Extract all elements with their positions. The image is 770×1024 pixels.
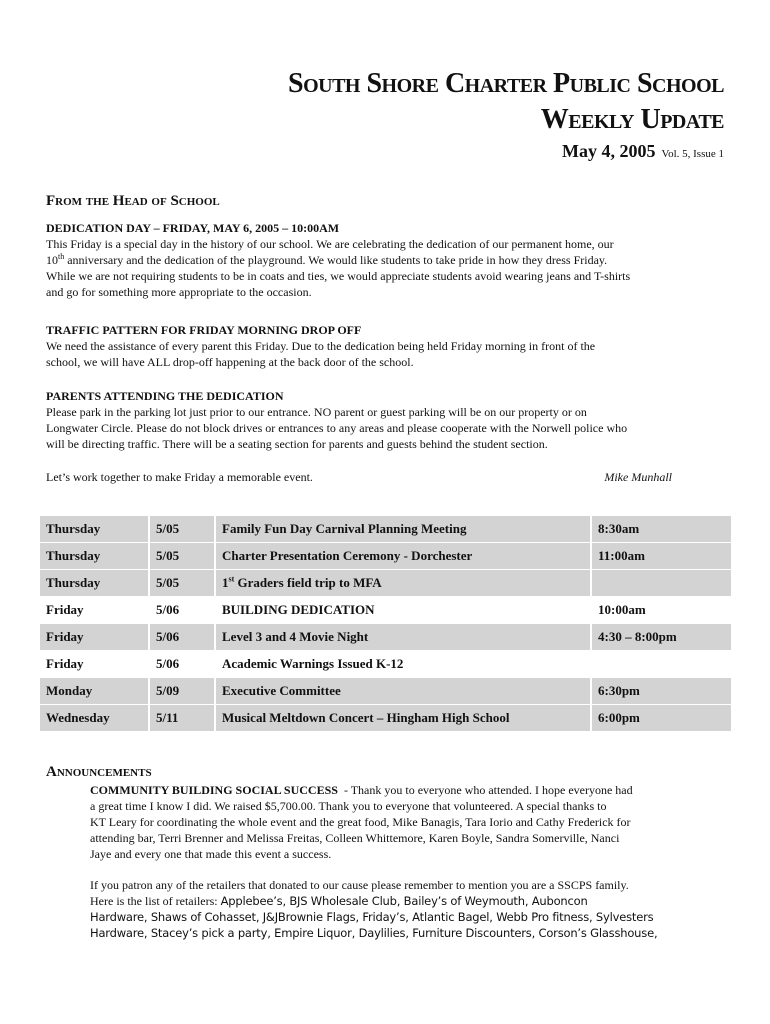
event-name-text: Family Fun Day Carnival Planning Meeting (222, 521, 467, 536)
dedication-heading: DEDICATION DAY – FRIDAY, MAY 6, 2005 – 10:00AM (46, 221, 340, 235)
event-name (214, 516, 590, 542)
ordinal-suffix: th (58, 252, 65, 261)
event-row (40, 678, 731, 704)
dedication-line: This Friday is a special day in the history of our school. We are celebrating the dedication of our permanent home, our (46, 237, 614, 251)
announcement-line: attending bar, Terri Brenner and Melissa Freitas, Colleen Whittemore, Karen Boyle, Sandra Somerville, Nanci (90, 831, 620, 845)
event-name-text: 1 (222, 575, 229, 590)
parents-line: Longwater Circle. Please do not block drives or entrances to any areas and please cooperate with the Norwell police who (46, 421, 628, 435)
announcement-text: - Thank you to everyone who attended. I hope everyone had (337, 783, 633, 797)
retailers-intro: Here is the list of retailers: (90, 894, 221, 908)
event-name-text: Executive Committee (222, 683, 341, 698)
announcement-line: Hardware, Stacey’s pick a party, Empire Liquor, Daylilies, Furniture Discounters, Corson’s Glasshouse, (90, 926, 658, 940)
announcement-heading: COMMUNITY BUILDING SOCIAL SUCCESS (90, 783, 338, 797)
event-time: 8:30am (590, 516, 731, 542)
event-name-suffix: st (228, 574, 235, 584)
announcement-line: a great time I know I did. We raised $5,700.00. Thank you to everyone that volunteered. A special thanks to (90, 799, 607, 813)
event-day: Friday (46, 656, 84, 671)
section-head-of-school: From the Head of School (46, 193, 220, 209)
event-date: 5/06 (148, 624, 214, 650)
event-name (214, 624, 590, 650)
event-time: 11:00am (590, 543, 731, 569)
ordinal-number: 10 (46, 253, 58, 267)
traffic-block (46, 322, 726, 370)
event-name (214, 678, 590, 704)
event-date: 5/11 (148, 705, 214, 731)
dedication-line (46, 252, 726, 268)
dedication-line: While we are not requiring students to be in coats and ties, we would appreciate students avoid wearing jeans and T-shirts (46, 269, 631, 283)
event-time: 4:30 – 8:00pm (590, 624, 731, 650)
event-row (40, 624, 731, 650)
event-name-text: Level 3 and 4 Movie Night (222, 629, 369, 644)
event-name (214, 705, 590, 731)
event-name (214, 570, 590, 596)
event-name-text: BUILDING DEDICATION (222, 602, 375, 617)
issue-dateline (562, 141, 724, 162)
event-row (40, 543, 731, 569)
closing-text: Let’s work together to make Friday a memorable event. (46, 470, 313, 484)
announcement-line: Hardware, Shaws of Cohasset, J&JBrownie Flags, Friday’s, Atlantic Bagel, Webb Pro fitness, Sylvesters (90, 910, 654, 924)
event-name-text: Musical Meltdown Concert – Hingham High School (222, 710, 510, 725)
announcement-line: KT Leary for coordinating the whole event and the great food, Mike Banagis, Tara Iorio and Cathy Frederick for (90, 815, 631, 829)
issue-volume: Vol. 5, Issue 1 (661, 148, 724, 160)
event-row (40, 597, 731, 623)
parents-line: Please park in the parking lot just prior to our entrance. NO parent or guest parking will be on our property or on (46, 405, 587, 419)
event-day: Friday (40, 624, 148, 650)
announcement-line: Jaye and every one that made this event a success. (90, 847, 332, 861)
event-name (214, 651, 590, 677)
event-time: 6:00pm (590, 705, 731, 731)
event-time (590, 651, 731, 677)
event-time: 6:30pm (590, 678, 731, 704)
event-name (214, 597, 590, 623)
traffic-line: school, we will have ALL drop-off happening at the back door of the school. (46, 355, 414, 369)
parents-block (46, 388, 726, 452)
event-day: Monday (40, 678, 148, 704)
event-time: 10:00am (590, 597, 731, 623)
event-date: 5/05 (148, 570, 214, 596)
event-date: 5/05 (148, 543, 214, 569)
closing-line (46, 470, 672, 485)
announcement-line (90, 893, 730, 909)
retailers-list: Applebee’s, BJS Wholesale Club, Bailey’s of Weymouth, Auboncon (220, 894, 588, 908)
issue-date: May 4, 2005 (562, 141, 656, 161)
event-row (40, 516, 731, 542)
event-row (40, 570, 731, 596)
event-date: 5/05 (148, 516, 214, 542)
announcement-social-success (90, 782, 730, 862)
event-day: Thursday (40, 570, 148, 596)
event-day: Thursday (40, 516, 148, 542)
event-day: Wednesday (40, 705, 148, 731)
dedication-block (46, 220, 726, 300)
dedication-line-text: anniversary and the dedication of the playground. We would like students to take pride in how they dress Friday. (64, 253, 608, 267)
event-name-rest: Graders field trip to MFA (234, 575, 382, 590)
event-day: Thursday (40, 543, 148, 569)
event-name-text: Academic Warnings Issued K-12 (222, 656, 404, 671)
event-date: 5/06 (148, 597, 214, 623)
events-table (40, 515, 731, 732)
traffic-heading: TRAFFIC PATTERN FOR FRIDAY MORNING DROP OFF (46, 323, 362, 337)
event-time (590, 570, 731, 596)
school-title: South Shore Charter Public School (288, 68, 724, 99)
event-row (40, 651, 731, 677)
event-name-text: Charter Presentation Ceremony - Dorchester (222, 548, 473, 563)
event-date: 5/06 (148, 651, 214, 677)
dedication-line: and go for something more appropriate to the occasion. (46, 285, 312, 299)
event-day: Friday (46, 602, 84, 617)
announcement-retailers (90, 877, 730, 941)
announcement-line (90, 782, 730, 798)
parents-line: will be directing traffic. There will be a seating section for parents and guests behind the student section. (46, 437, 548, 451)
traffic-line: We need the assistance of every parent this Friday. Due to the dedication being held Friday morning in front of the (46, 339, 596, 353)
event-row (40, 705, 731, 731)
parents-heading: PARENTS ATTENDING THE DEDICATION (46, 389, 284, 403)
event-date: 5/09 (148, 678, 214, 704)
section-announcements: Announcements (46, 764, 152, 780)
signature-name: Mike Munhall (604, 470, 672, 484)
newsletter-title: Weekly Update (540, 104, 724, 135)
announcement-line: If you patron any of the retailers that donated to our cause please remember to mention you are a SSCPS family. (90, 878, 629, 892)
event-name (214, 543, 590, 569)
